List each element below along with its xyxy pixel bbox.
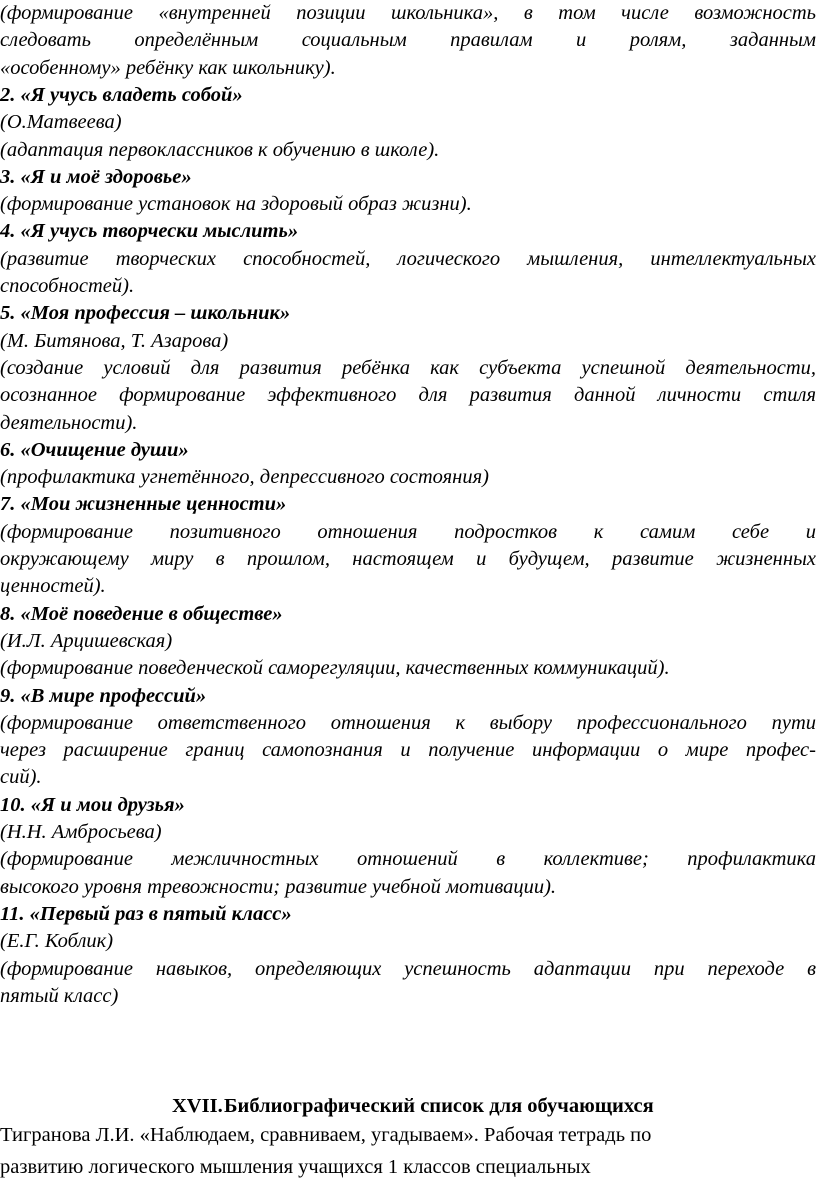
program-description: способностей). bbox=[0, 275, 135, 297]
program-description: осознанное формирование эффективного для развития данной личности стиля bbox=[0, 384, 816, 407]
program-description: деятельности). bbox=[0, 411, 138, 434]
program-description: через расширение границ самопознания и получение информации о мире профес- bbox=[0, 739, 816, 762]
program-description: (формирование поведенческой саморегуляции, качественных коммуникаций). bbox=[0, 657, 670, 680]
program-author: (М. Битянова, Т. Азарова) bbox=[0, 329, 229, 352]
program-author: (Н.Н. Амбросьева) bbox=[0, 821, 162, 843]
program-description: высокого уровня тревожности; развитие учебной мотивации). bbox=[0, 875, 557, 898]
program-title: 10. «Я и мои друзья» bbox=[0, 793, 185, 816]
program-description: (формирование ответственного отношения к выбору профессионального пути bbox=[0, 711, 816, 734]
program-author: (Е.Г. Коблик) bbox=[0, 930, 114, 953]
program-description: (формирование навыков, определяющих успешность адаптации при переходе в bbox=[0, 957, 816, 980]
program-author: (И.Л. Арцишевская) bbox=[0, 629, 173, 652]
program-description: (профилактика угнетённого, депрессивного состояния) bbox=[0, 466, 489, 489]
program-description: следовать определённым социальным правилам и ролям, заданным bbox=[0, 29, 816, 52]
program-description: (формирование позитивного отношения подростков к самим себе и bbox=[0, 520, 816, 543]
program-description: (адаптация первоклассников к обучению в школе). bbox=[0, 138, 440, 161]
program-author: (О.Матвеева) bbox=[0, 111, 122, 134]
program-title: 9. «В мире профессий» bbox=[0, 684, 207, 707]
program-description: пятый класс) bbox=[0, 984, 119, 1007]
program-title: 3. «Я и моё здоровье» bbox=[0, 165, 192, 188]
section-title: Библиографический список для обучающихся bbox=[224, 1095, 654, 1117]
program-title: 2. «Я учусь владеть собой» bbox=[0, 83, 243, 106]
section-heading bbox=[172, 1093, 812, 1120]
program-description: (создание условий для развития ребёнка как субъекта успешной деятельности, bbox=[0, 356, 816, 379]
program-title: 5. «Моя профессия – школьник» bbox=[0, 302, 291, 325]
program-description: (формирование установок на здоровый образ жизни). bbox=[0, 193, 472, 216]
section-number: XVII. bbox=[172, 1095, 223, 1117]
program-title: 7. «Мои жизненные ценности» bbox=[0, 493, 287, 516]
bibliography-line: Тигранова Л.И. «Наблюдаем, сравниваем, угадываем». Рабочая тетрадь по bbox=[0, 1124, 652, 1146]
program-title: 8. «Моё поведение в обществе» bbox=[0, 602, 283, 625]
program-description: «особенному» ребёнку как школьнику). bbox=[0, 56, 336, 79]
program-title: 6. «Очищение души» bbox=[0, 438, 189, 461]
program-description: сий). bbox=[0, 766, 42, 789]
program-description: (развитие творческих способностей, логического мышления, интеллектуальных bbox=[0, 247, 816, 270]
program-description: (формирование межличностных отношений в коллективе; профилактика bbox=[0, 848, 816, 871]
bibliography-line: развитию логического мышления учащихся 1 классов специальных bbox=[0, 1156, 591, 1178]
program-title: 4. «Я учусь творчески мыслить» bbox=[0, 220, 299, 243]
program-description: (формирование «внутренней позиции школьника», в том числе возможность bbox=[0, 2, 816, 24]
program-title: 11. «Первый раз в пятый класс» bbox=[0, 902, 292, 925]
program-description: ценностей). bbox=[0, 575, 106, 598]
program-description: окружающему миру в прошлом, настоящем и будущем, развитие жизненных bbox=[0, 548, 816, 570]
